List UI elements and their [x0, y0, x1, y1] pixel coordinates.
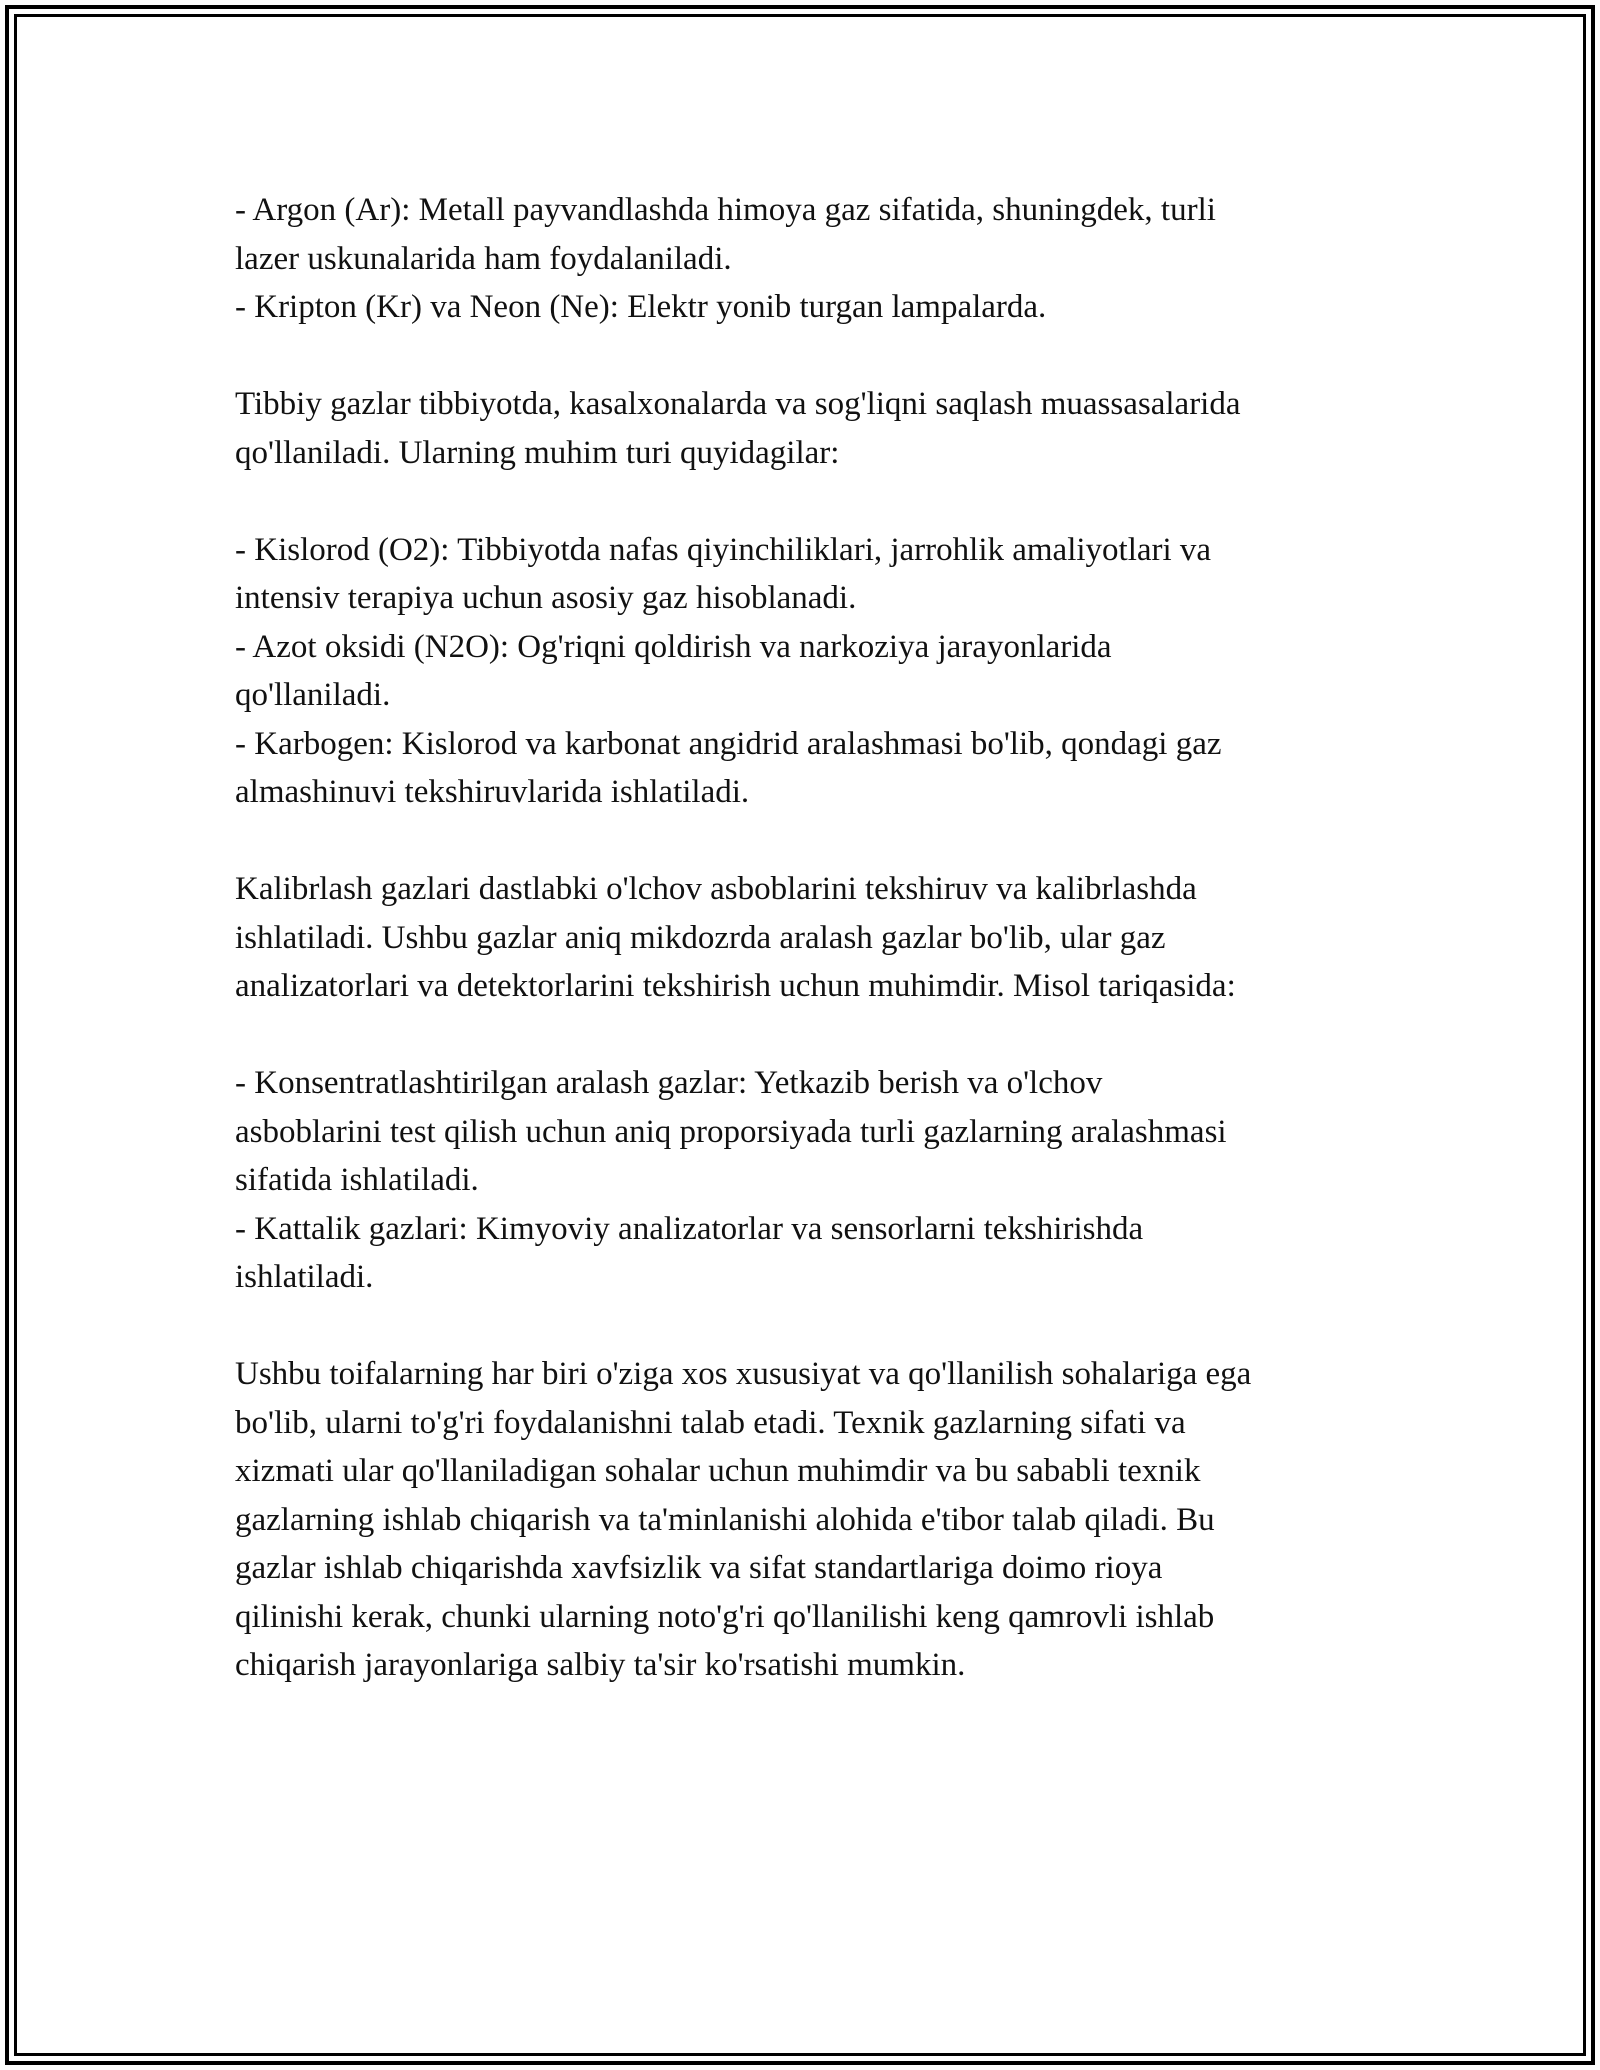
paragraph-gap [235, 477, 1375, 526]
text-line: - Karbogen: Kislorod va karbonat angidrid aralashmasi bo'lib, qondagi gaz [235, 725, 1222, 762]
text-line: qilinishi kerak, chunki ularning noto'g'ri qo'llanilishi keng qamrovli ishlab [235, 1598, 1215, 1635]
text-line: almashinuvi tekshiruvlarida ishlatiladi. [235, 774, 750, 810]
text-line: asboblarini test qilish uchun aniq proporsiyada turli gazlarning aralashmasi [235, 1113, 1227, 1150]
paragraph-gap [235, 817, 1375, 866]
text-line: - Kislorod (O2): Tibbiyotda nafas qiyinchiliklari, jarrohlik amaliyotlari va [235, 531, 1212, 568]
paragraph-gap [235, 1302, 1375, 1351]
text-line: - Kripton (Kr) va Neon (Ne): Elektr yonib turgan lampalarda. [235, 289, 1047, 325]
text-line: ishlatiladi. Ushbu gazlar aniq mikdozrda aralash gazlar bo'lib, ular gaz [235, 919, 1166, 956]
text-line: sifatida ishlatiladi. [235, 1162, 479, 1198]
text-line: ishlatiladi. [235, 1259, 374, 1295]
text-line: xizmati ular qo'llaniladigan sohalar uchun muhimdir va bu sababli texnik [235, 1453, 1201, 1489]
paragraph-gap [235, 332, 1375, 381]
text-line: intensiv terapiya uchun asosiy gaz hisoblanadi. [235, 580, 857, 616]
text-line: - Argon (Ar): Metall payvandlashda himoya gaz sifatida, shuningdek, turli [235, 192, 1216, 228]
text-line: - Konsentratlashtirilgan aralash gazlar: Yetkazib berish va o'lchov [235, 1065, 1103, 1101]
text-line: gazlar ishlab chiqarishda xavfsizlik va sifat standartlariga doimo rioya [235, 1550, 1163, 1586]
text-line: Tibbiy gazlar tibbiyotda, kasalxonalarda va sog'liqni saqlash muassasalarida [235, 386, 1241, 422]
paragraph-gap [235, 1011, 1375, 1060]
text-line: qo'llaniladi. [235, 677, 391, 713]
text-line: Kalibrlash gazlari dastlabki o'lchov asboblarini tekshiruv va kalibrlashda [235, 871, 1197, 907]
text-line: lazer uskunalarida ham foydalaniladi. [235, 240, 732, 277]
text-line: Ushbu toifalarning har biri o'ziga xos xususiyat va qo'llanilish sohalariga ega [235, 1356, 1252, 1392]
text-line: - Kattalik gazlari: Kimyoviy analizatorlar va sensorlarni tekshirishda [235, 1210, 1144, 1247]
text-line: - Azot oksidi (N2O): Og'riqni qoldirish va narkoziya jarayonlarida [235, 628, 1112, 665]
document-body [235, 186, 1375, 1690]
text-line: analizatorlari va detektorlarini tekshirish uchun muhimdir. Misol tariqasida: [235, 968, 1236, 1004]
text-line: gazlarning ishlab chiqarish va ta'minlanishi alohida e'tibor talab qiladi. Bu [235, 1501, 1215, 1538]
text-line: bo'lib, ularni to'g'ri foydalanishni talab etadi. Texnik gazlarning sifati va [235, 1404, 1186, 1441]
text-line: qo'llaniladi. Ularning muhim turi quyidagilar: [235, 434, 840, 471]
text-line: chiqarish jarayonlariga salbiy ta'sir ko'rsatishi mumkin. [235, 1647, 966, 1683]
